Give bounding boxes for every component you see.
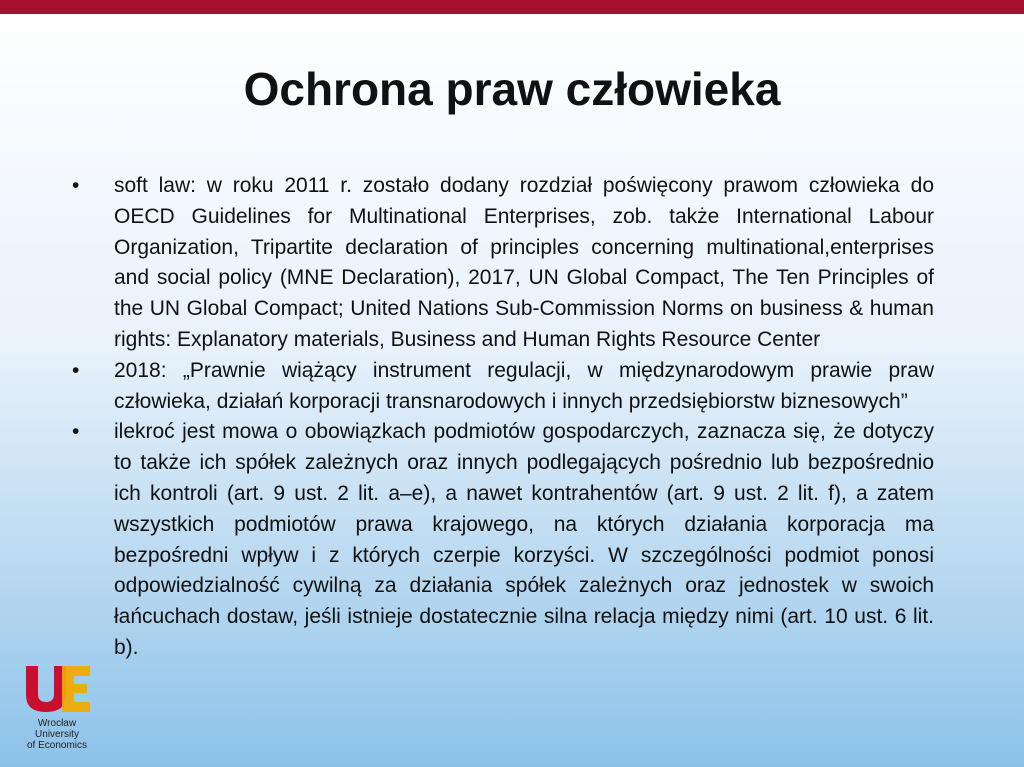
logo-line-university: University bbox=[35, 729, 79, 740]
bullet-list bbox=[72, 171, 934, 664]
bullet-item-obligations bbox=[72, 417, 934, 663]
bullet-text: 2018: „Prawnie wiążący instrument regulacji, w międzynarodowym prawie praw człowieka, działań korporacji transnarodowych i innych przedsiębiorstw biznesowych” bbox=[114, 358, 934, 413]
bullet-marker: • bbox=[72, 358, 80, 382]
top-accent-bar bbox=[0, 0, 1024, 14]
logo-text bbox=[16, 718, 98, 751]
bullet-text: ilekroć jest mowa o obowiązkach podmiotów gospodarczych, zaznacza się, że dotyczy to także ich spółek zależnych oraz innych podlegających pośrednio lub bezpośrednio ich kontroli (art. 9 ust. 2 lit. a–e), a nawet kontrahentów (art. 9 ust. 2 lit. f), a zatem wszystkich podmiotów prawa krajowego, na których działania korporacja ma bezpośredni wpływ i z których czerpie korzyści. W szczególności podmiot ponosi odpowiedzialność cywilną za działania spółek zależnych oraz jednostek w swoich łańcuchach dostaw, jeśli istnieje dostatecznie silna relacja między nimi (art. 10 ust. 6 lit. b). bbox=[114, 420, 934, 659]
logo-line-city: Wrocław bbox=[37, 718, 77, 729]
ue-logo-icon bbox=[22, 662, 92, 714]
bullet-item-2018 bbox=[72, 356, 934, 418]
bullet-marker: • bbox=[72, 420, 80, 444]
university-logo bbox=[16, 662, 98, 762]
logo-line-economics: of Economics bbox=[26, 740, 88, 751]
bullet-marker: • bbox=[72, 174, 80, 197]
slide-title: Ochrona praw człowieka bbox=[243, 63, 781, 115]
bullet-text: soft law: w roku 2011 r. zostało dodany rozdział poświęcony prawom człowieka do OECD Guidelines for Multinational Enterprises, zob. także International Labour Organization, Tripartite declaration of principles concerning multinational,enterprises and social policy (MNE Declaration), 2017, UN Global Compact, The Ten Principles of the UN Global Compact; United Nations Sub-Commission Norms on business & human rights: Explanatory materials, Business and Human Rights Resource Center bbox=[114, 174, 934, 351]
bullet-item-soft-law bbox=[72, 171, 934, 356]
